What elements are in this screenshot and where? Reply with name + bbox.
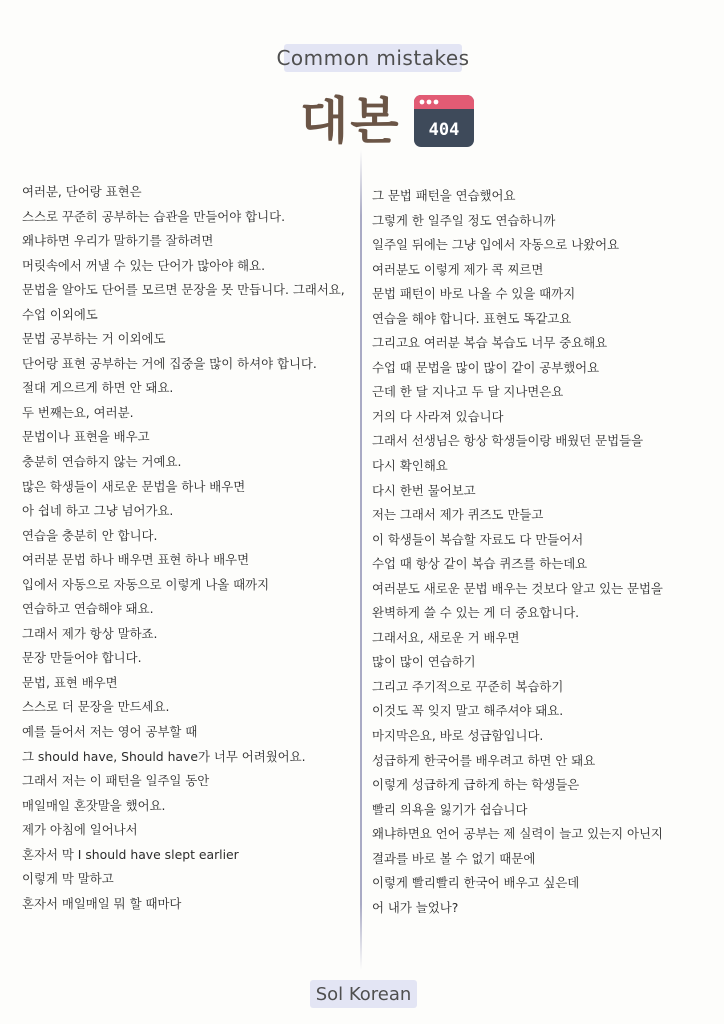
script-line: 아 쉽네 하고 그냥 넘어가요. xyxy=(22,503,174,519)
script-line: 수업 이외에도 xyxy=(22,306,98,322)
footer-tag-text: Sol Korean xyxy=(315,983,412,1005)
script-line: 스스로 더 문장을 만드세요. xyxy=(22,699,170,715)
script-line: 문법, 표현 배우면 xyxy=(22,674,118,690)
script-line: 혼자서 막 I should have slept earlier xyxy=(22,846,239,862)
script-line: 단어랑 표현 공부하는 거에 집중을 많이 하셔야 합니다. xyxy=(22,355,317,371)
badge-text: 404 xyxy=(428,120,459,140)
script-line: 매일매일 혼잣말을 했어요. xyxy=(22,797,166,813)
script-line: 다시 확인해요 xyxy=(372,458,448,474)
script-line: 그리고요 여러분 복습 복습도 너무 중요해요 xyxy=(372,335,608,351)
script-line: 충분히 연습하지 않는 거예요. xyxy=(22,454,182,470)
script-line: 연습하고 연습해야 돼요. xyxy=(22,601,154,617)
script-line: 근데 한 달 지나고 두 달 지나면은요 xyxy=(372,384,564,400)
script-line: 이것도 꼭 잊지 말고 해주셔야 돼요. xyxy=(372,703,564,719)
header-tag xyxy=(276,44,470,72)
script-line: 여러분도 이렇게 제가 콕 찌르면 xyxy=(372,261,544,277)
script-line: 왜냐하면요 언어 공부는 제 실력이 늘고 있는지 아닌지 xyxy=(372,826,663,842)
script-line: 그래서요, 새로운 거 배우면 xyxy=(372,629,520,645)
script-line: 절대 게으르게 하면 안 돼요. xyxy=(22,380,174,396)
script-line: 마지막은요, 바로 성급함입니다. xyxy=(372,728,544,744)
script-line: 여러분, 단어랑 표현은 xyxy=(22,184,142,199)
script-line: 그래서 저는 이 패턴을 일주일 동안 xyxy=(22,773,210,789)
script-line: 어 내가 늘었나? xyxy=(372,899,459,915)
script-line: 그렇게 한 일주일 정도 연습하니까 xyxy=(372,212,556,228)
column-divider xyxy=(360,150,362,970)
script-line: 문법 패턴이 바로 나올 수 있을 때까지 xyxy=(372,286,576,302)
script-line: 그리고 주기적으로 꾸준히 복습하기 xyxy=(372,678,564,694)
script-line: 저는 그래서 제가 퀴즈도 만들고 xyxy=(372,507,544,523)
script-line: 문법 공부하는 거 이외에도 xyxy=(22,331,166,347)
script-line: 제가 아침에 일어나서 xyxy=(22,822,138,838)
script-line: 연습을 충분히 안 합니다. xyxy=(22,527,158,543)
script-line: 거의 다 사라져 있습니다 xyxy=(372,408,504,424)
script-line: 그래서 제가 항상 말하죠. xyxy=(22,625,158,641)
script-line: 완벽하게 쓸 수 있는 게 더 중요합니다. xyxy=(372,605,580,621)
left-column xyxy=(22,180,352,916)
script-line: 다시 한번 물어보고 xyxy=(372,482,476,498)
script-line: 왜냐하면 우리가 말하기를 잘하려면 xyxy=(22,233,214,249)
script-line: 혼자서 매일매일 뭐 할 때마다 xyxy=(22,895,182,911)
script-line: 일주일 뒤에는 그냥 입에서 자동으로 나왔어요 xyxy=(372,237,620,253)
script-line: 이렇게 막 말하고 xyxy=(22,871,114,887)
script-line: 스스로 꾸준히 공부하는 습관을 만들어야 합니다. xyxy=(22,208,286,224)
script-line: 이렇게 성급하게 급하게 하는 학생들은 xyxy=(372,777,580,793)
right-column xyxy=(372,184,707,920)
script-line: 이렇게 빨리빨리 한국어 배우고 싶은데 xyxy=(372,875,580,891)
footer-tag xyxy=(310,980,417,1008)
script-line: 빨리 의욕을 잃기가 쉽습니다 xyxy=(372,801,528,817)
script-line: 문장 만들어야 합니다. xyxy=(22,650,142,666)
script-line: 문법이나 표현을 배우고 xyxy=(22,429,150,445)
script-line: 수업 때 문법을 많이 많이 같이 공부했어요 xyxy=(372,359,600,375)
script-line: 많은 학생들이 새로운 문법을 하나 배우면 xyxy=(22,478,246,494)
script-line: 그래서 선생님은 항상 학생들이랑 배웠던 문법들을 xyxy=(372,433,644,449)
script-line: 입에서 자동으로 자동으로 이렇게 나올 때까지 xyxy=(22,576,270,592)
script-line: 문법을 알아도 단어를 모르면 문장을 못 만듭니다. 그래서요, xyxy=(22,282,345,298)
script-line: 두 번째는요, 여러분. xyxy=(22,404,134,420)
script-line: 이 학생들이 복습할 자료도 다 만들어서 xyxy=(372,531,584,547)
script-line: 여러분 문법 하나 배우면 표현 하나 배우면 xyxy=(22,552,250,568)
script-line: 그 문법 패턴을 연습했어요 xyxy=(372,188,516,203)
browser-404-icon xyxy=(413,94,475,148)
script-line: 여러분도 새로운 문법 배우는 것보다 알고 있는 문법을 xyxy=(372,580,663,596)
script-line: 머릿속에서 꺼낼 수 있는 단어가 많아야 해요. xyxy=(22,257,266,273)
title-area xyxy=(300,90,475,148)
script-line: 그 should have, Should have가 너무 어려웠어요. xyxy=(22,748,306,764)
script-line: 수업 때 항상 같이 복습 퀴즈를 하는데요 xyxy=(372,556,588,572)
script-line: 성급하게 한국어를 배우려고 하면 안 돼요 xyxy=(372,752,596,768)
page-title: 대본 xyxy=(300,92,401,150)
script-line: 연습을 해야 합니다. 표현도 똑같고요 xyxy=(372,310,572,326)
script-line: 결과를 바로 볼 수 없기 때문에 xyxy=(372,850,536,866)
header-tag-text: Common mistakes xyxy=(276,46,470,70)
script-line: 예를 들어서 저는 영어 공부할 때 xyxy=(22,724,198,740)
script-line: 많이 많이 연습하기 xyxy=(372,654,476,670)
